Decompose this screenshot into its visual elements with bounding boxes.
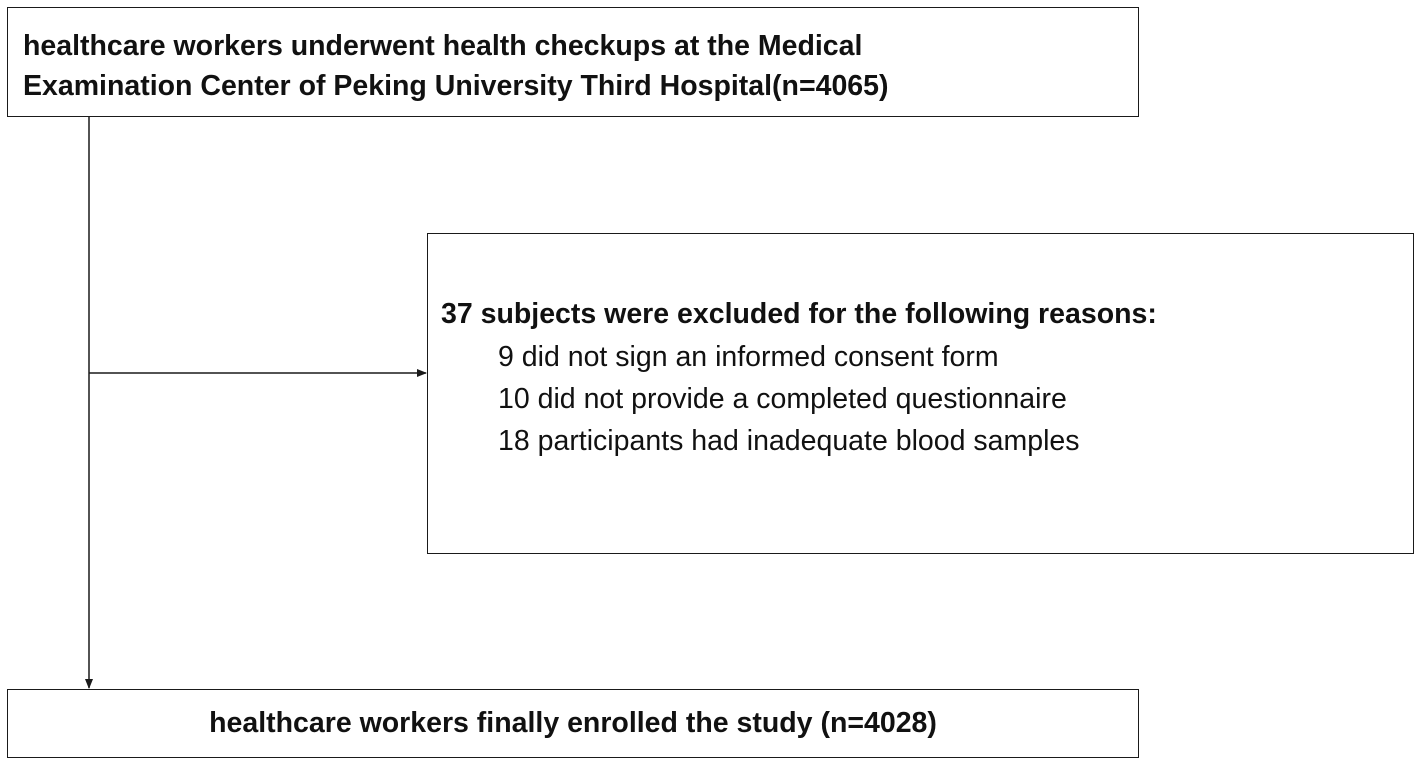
initial-cohort-text-line-1: healthcare workers underwent health checkups at the Medical — [23, 30, 863, 62]
exclusion-heading: 37 subjects were excluded for the following reasons: — [441, 298, 1157, 330]
final-enrollment-box — [7, 689, 1139, 758]
initial-cohort-text-line-2: Examination Center of Peking University Third Hospital(n=4065) — [23, 70, 889, 102]
exclusion-reason-item: 9 did not sign an informed consent form — [498, 341, 999, 373]
exclusion-box — [427, 233, 1414, 554]
exclusion-reason-item: 18 participants had inadequate blood samples — [498, 425, 1080, 457]
initial-cohort-box — [7, 7, 1139, 117]
exclusion-reason-item: 10 did not provide a completed questionnaire — [498, 383, 1067, 415]
final-enrollment-text: healthcare workers finally enrolled the study (n=4028) — [209, 707, 937, 739]
exclusion-reason-list — [441, 336, 1413, 462]
